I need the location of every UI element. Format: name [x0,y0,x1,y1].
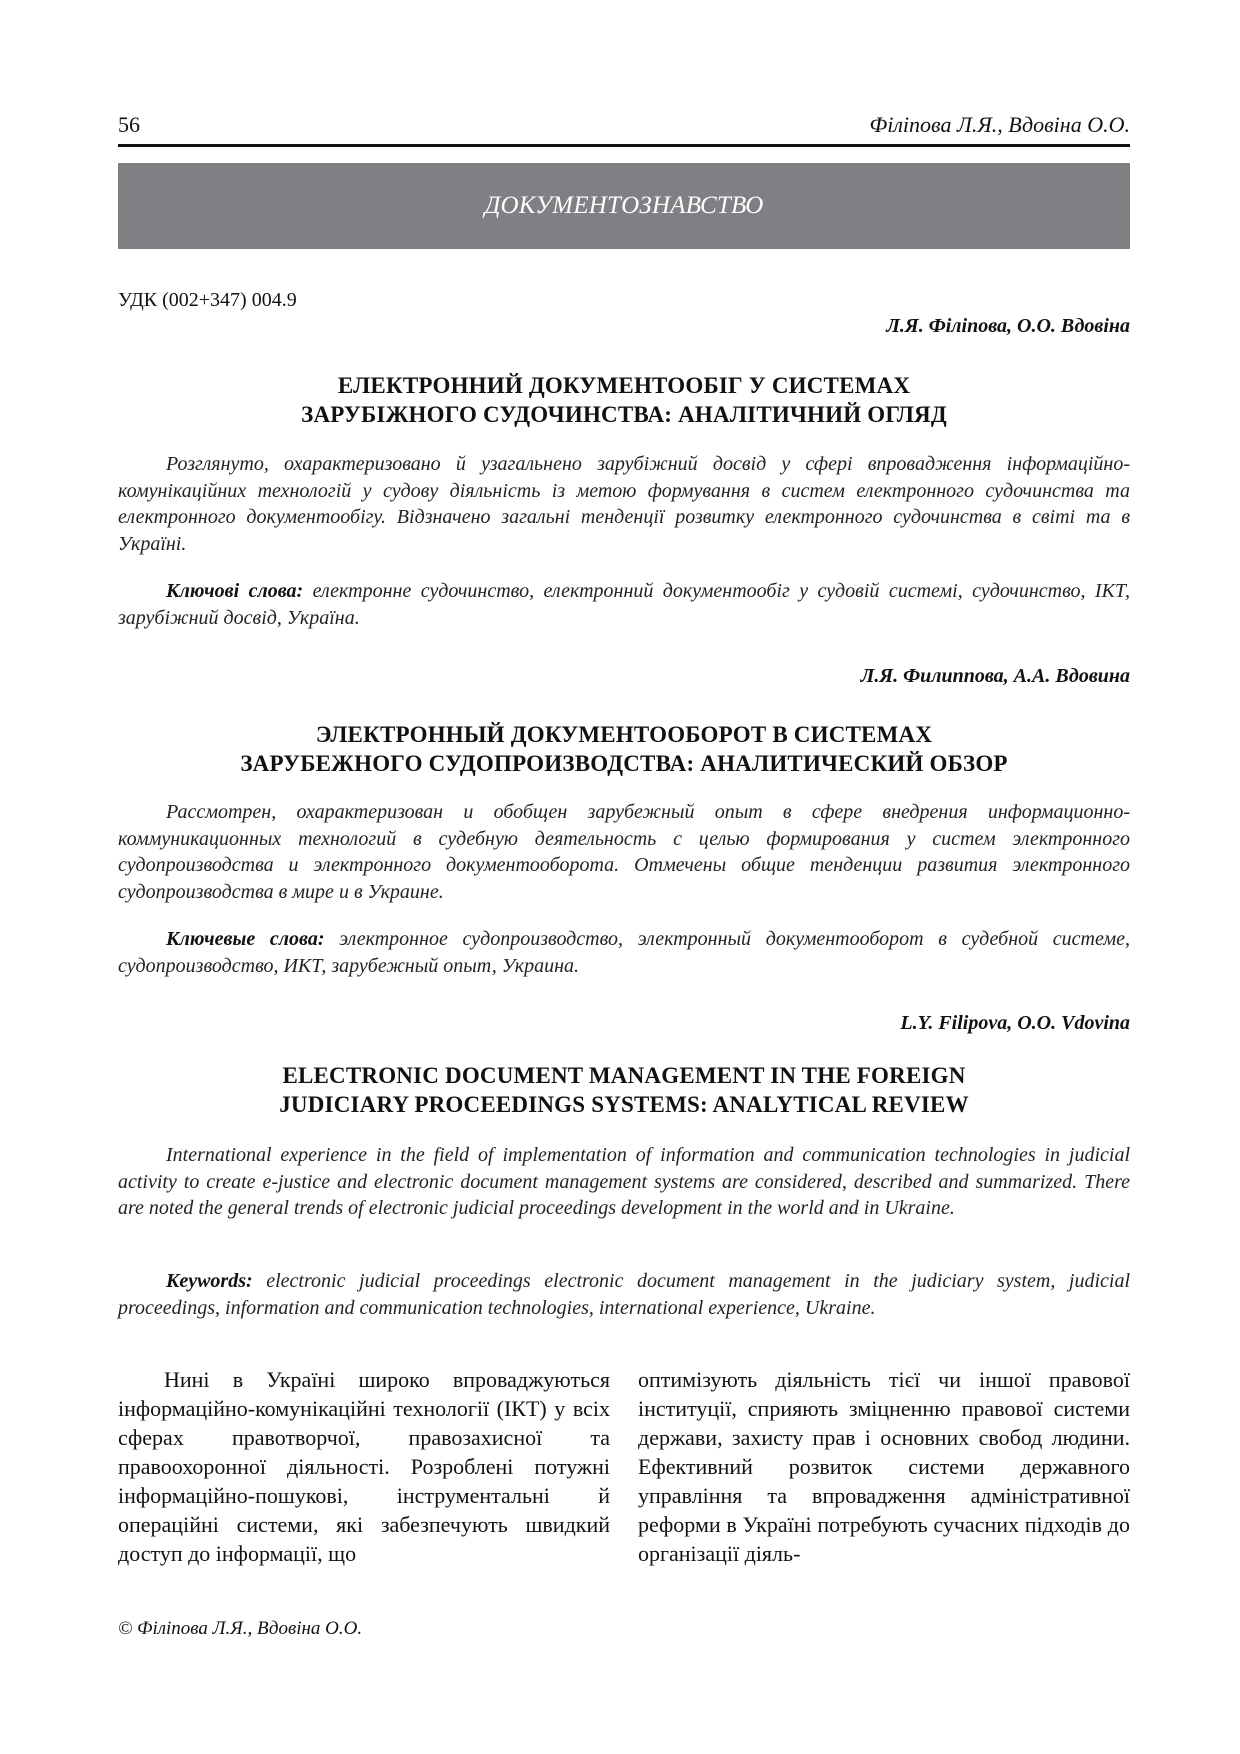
abstract-text: Рассмотрен, охарактеризован и обобщен зарубежный опыт в сфере внедрения информационно-коммуникационных технологий в судебную деятельность с целью формирования у систем электронного судопроизводства и электронного документооборота. Отмечены общие тенденции развития электронного судопроизводства в мире и в Украине. [118,801,1130,903]
body-column-right [638,1365,1130,1568]
title-ukrainian [118,371,1130,429]
authors-english: L.Y. Filipova, O.O. Vdovina [900,1012,1130,1034]
title-russian [118,720,1130,778]
keywords-english [118,1268,1130,1321]
body-paragraph: Нині в Україні широко впроваджуються інформаційно-комунікаційні технології (ІКТ) у всіх сферах правотворчої, правозахисної та правоохоронної діяльності. Розроблені потужні інформаційно-пошукові, інструментальні й операційні системи, які забезпечують швидкий доступ до інформації, що [118,1367,610,1566]
header-rule [118,144,1130,147]
abstract-text: Розглянуто, охарактеризовано й узагальнено зарубіжний досвід у сфері впровадження інформаційно-комунікаційних технологій у судову діяльність із метою формування в систем електронного судочинства та електронного документообігу. Відзначено загальні тенденції розвитку електронного судочинства в світі та в Україні. [118,453,1130,555]
title-line: JUDICIARY PROCEEDINGS SYSTEMS: ANALYTICAL REVIEW [279,1092,969,1117]
page-number: 56 [118,112,140,137]
title-line: ЗАРУБІЖНОГО СУДОЧИНСТВА: АНАЛІТИЧНИЙ ОГЛЯД [301,402,947,427]
title-line: ELECTRONIC DOCUMENT MANAGEMENT IN THE FOREIGN [282,1063,966,1088]
keywords-label: Keywords: [166,1270,253,1292]
authors-russian: Л.Я. Филиппова, А.А. Вдовина [860,665,1130,687]
udk-code: УДК (002+347) 004.9 [118,289,297,311]
section-title: ДОКУМЕНТОЗНАВСТВО [484,192,764,219]
abstract-english [118,1142,1130,1222]
keywords-ukrainian [118,578,1130,631]
running-header [118,112,1130,142]
copyright-footnote: © Філіпова Л.Я., Вдовіна О.О. [118,1618,363,1639]
title-english [118,1061,1130,1119]
body-paragraph: оптимізують діяльність тієї чи іншої правової інституції, сприяють зміцненню правової системи держави, захисту прав і основних свобод людини. Ефективний розвиток системи державного управління та впровадження адміністративної реформи в Україні потребують сучасних підходів до організації діяль- [638,1367,1130,1566]
title-line: ЗАРУБЕЖНОГО СУДОПРОИЗВОДСТВА: АНАЛИТИЧЕСКИЙ ОБЗОР [240,751,1008,776]
keywords-text: электронное судопроизводство, электронный документооборот в судебной системе, судопроизводство, ИКТ, зарубежный опыт, Украина. [118,928,1131,977]
body-column-left [118,1365,610,1568]
title-line: ЕЛЕКТРОННИЙ ДОКУМЕНТООБІГ У СИСТЕМАХ [337,373,911,398]
section-banner [118,163,1130,249]
keywords-label: Ключевые слова: [166,928,325,950]
authors-ukrainian: Л.Я. Філіпова, О.О. Вдовіна [886,315,1130,337]
keywords-text: електронне судочинство, електронний документообіг у судовій системі, судочинство, ІКТ, зарубіжний досвід, Україна. [118,580,1130,629]
keywords-russian [118,926,1130,979]
abstract-russian [118,799,1130,905]
running-authors: Філіпова Л.Я., Вдовіна О.О. [869,112,1130,137]
abstract-text: International experience in the field of implementation of information and communication technologies in judicial activity to create e-justice and electronic document management systems are considered, described and summarized. There are noted the general trends of electronic judicial proceedings development in the world and in Ukraine. [118,1144,1130,1219]
title-line: ЭЛЕКТРОННЫЙ ДОКУМЕНТООБОРОТ В СИСТЕМАХ [315,722,933,747]
keywords-label: Ключові слова: [166,580,304,602]
keywords-text: electronic judicial proceedings electronic document management in the judiciary system, judicial proceedings, information and communication technologies, international experience, Ukraine. [118,1270,1130,1319]
abstract-ukrainian [118,451,1130,557]
